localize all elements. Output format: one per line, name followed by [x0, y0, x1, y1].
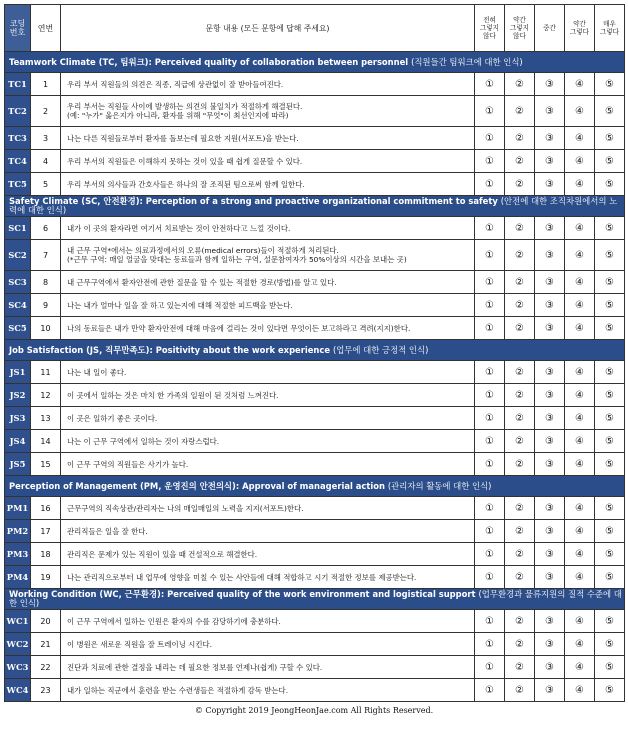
answer-option-3[interactable]: ③ [535, 150, 565, 173]
answer-option-3[interactable]: ③ [535, 407, 565, 430]
answer-option-4[interactable]: ④ [565, 520, 595, 543]
answer-option-2[interactable]: ② [505, 610, 535, 633]
header-option-5: 매우 그렇다 [595, 5, 625, 52]
answer-option-4[interactable]: ④ [565, 96, 595, 127]
answer-option-5[interactable]: ⑤ [595, 271, 625, 294]
answer-option-2[interactable]: ② [505, 150, 535, 173]
answer-option-2[interactable]: ② [505, 240, 535, 271]
answer-option-1[interactable]: ① [475, 127, 505, 150]
item-question: 관리직은 문제가 있는 직원이 있을 때 건설적으로 해결한다. [61, 543, 475, 566]
answer-option-3[interactable]: ③ [535, 73, 565, 96]
answer-option-4[interactable]: ④ [565, 317, 595, 340]
item-number: 9 [31, 294, 61, 317]
header-option-3: 중간 [535, 5, 565, 52]
answer-option-1[interactable]: ① [475, 73, 505, 96]
question-row [5, 497, 625, 520]
item-number: 17 [31, 520, 61, 543]
question-row [5, 656, 625, 679]
answer-option-1[interactable]: ① [475, 656, 505, 679]
item-number: 21 [31, 633, 61, 656]
section-title-ko: (업무환경과 물류지원의 질적 수준에 대한 인식) [9, 589, 622, 608]
answer-option-3[interactable]: ③ [535, 127, 565, 150]
answer-option-2[interactable]: ② [505, 679, 535, 702]
answer-option-2[interactable]: ② [505, 361, 535, 384]
answer-option-5[interactable]: ⑤ [595, 127, 625, 150]
answer-option-1[interactable]: ① [475, 217, 505, 240]
item-number: 18 [31, 543, 61, 566]
question-row [5, 453, 625, 476]
answer-option-4[interactable]: ④ [565, 633, 595, 656]
answer-option-5[interactable]: ⑤ [595, 543, 625, 566]
answer-option-1[interactable]: ① [475, 173, 505, 196]
item-number: 7 [31, 240, 61, 271]
answer-option-1[interactable]: ① [475, 679, 505, 702]
answer-option-5[interactable]: ⑤ [595, 150, 625, 173]
item-question: 근무구역의 직속상관/관리자는 나의 매일매일의 노력을 지지(서포트)한다. [61, 497, 475, 520]
answer-option-5[interactable]: ⑤ [595, 453, 625, 476]
answer-option-5[interactable]: ⑤ [595, 407, 625, 430]
item-code: SC5 [5, 317, 31, 340]
answer-option-4[interactable]: ④ [565, 240, 595, 271]
item-number: 3 [31, 127, 61, 150]
answer-option-1[interactable]: ① [475, 271, 505, 294]
answer-option-1[interactable]: ① [475, 240, 505, 271]
answer-option-5[interactable]: ⑤ [595, 679, 625, 702]
answer-option-1[interactable]: ① [475, 566, 505, 589]
survey-sheet [4, 4, 624, 715]
question-row [5, 566, 625, 589]
answer-option-4[interactable]: ④ [565, 127, 595, 150]
item-code: WC3 [5, 656, 31, 679]
item-code: JS4 [5, 430, 31, 453]
answer-option-4[interactable]: ④ [565, 543, 595, 566]
answer-option-1[interactable]: ① [475, 96, 505, 127]
question-row [5, 407, 625, 430]
header-question: 문항 내용 (모든 문항에 답해 주세요) [61, 5, 475, 52]
item-number: 22 [31, 656, 61, 679]
answer-option-2[interactable]: ② [505, 453, 535, 476]
section-header [5, 476, 625, 497]
answer-option-4[interactable]: ④ [565, 430, 595, 453]
answer-option-2[interactable]: ② [505, 407, 535, 430]
answer-option-2[interactable]: ② [505, 633, 535, 656]
answer-option-4[interactable]: ④ [565, 453, 595, 476]
item-number: 10 [31, 317, 61, 340]
item-code: SC3 [5, 271, 31, 294]
item-question: 이 곳에서 일하는 것은 마치 한 가족의 일원이 된 것처럼 느껴진다. [61, 384, 475, 407]
answer-option-2[interactable]: ② [505, 497, 535, 520]
question-row [5, 384, 625, 407]
item-number: 14 [31, 430, 61, 453]
question-row [5, 361, 625, 384]
section-title: Safety Climate (SC, 안전환경): Perception of a strong and proactive organizational commitment to safety [9, 196, 498, 206]
answer-option-3[interactable]: ③ [535, 633, 565, 656]
question-row [5, 73, 625, 96]
question-row [5, 217, 625, 240]
answer-option-2[interactable]: ② [505, 520, 535, 543]
item-number: 16 [31, 497, 61, 520]
answer-option-1[interactable]: ① [475, 520, 505, 543]
question-row [5, 430, 625, 453]
answer-option-2[interactable]: ② [505, 384, 535, 407]
answer-option-3[interactable]: ③ [535, 453, 565, 476]
answer-option-5[interactable]: ⑤ [595, 240, 625, 271]
answer-option-3[interactable]: ③ [535, 361, 565, 384]
item-number: 23 [31, 679, 61, 702]
answer-option-3[interactable]: ③ [535, 317, 565, 340]
survey-body [5, 52, 625, 702]
answer-option-5[interactable]: ⑤ [595, 497, 625, 520]
item-code: TC2 [5, 96, 31, 127]
item-number: 2 [31, 96, 61, 127]
question-row [5, 294, 625, 317]
answer-option-2[interactable]: ② [505, 317, 535, 340]
answer-option-2[interactable]: ② [505, 430, 535, 453]
item-question: 나는 내 일이 좋다. [61, 361, 475, 384]
section-title-ko: (직원들간 팀워크에 대한 인식) [411, 56, 523, 67]
item-question: 내 근무 구역*에서는 의료과정에서의 오류(medical errors)들이 적절하게 처리된다. (*근무 구역: 매일 얼굴을 맞대는 동료들과 함께 일하는 구역, 설문참여자가 50%이상의 시간을 보내는 곳) [61, 240, 475, 271]
item-code: JS1 [5, 361, 31, 384]
item-number: 19 [31, 566, 61, 589]
answer-option-2[interactable]: ② [505, 73, 535, 96]
item-code: JS3 [5, 407, 31, 430]
item-question: 나는 이 근무 구역에서 일하는 것이 자랑스럽다. [61, 430, 475, 453]
section-header [5, 589, 625, 610]
answer-option-2[interactable]: ② [505, 543, 535, 566]
item-question: 이 병원은 새로운 직원을 잘 트레이닝 시킨다. [61, 633, 475, 656]
section-header [5, 196, 625, 217]
item-code: TC4 [5, 150, 31, 173]
answer-option-1[interactable]: ① [475, 150, 505, 173]
answer-option-5[interactable]: ⑤ [595, 317, 625, 340]
answer-option-4[interactable]: ④ [565, 150, 595, 173]
answer-option-2[interactable]: ② [505, 566, 535, 589]
item-number: 12 [31, 384, 61, 407]
answer-option-4[interactable]: ④ [565, 610, 595, 633]
answer-option-5[interactable]: ⑤ [595, 656, 625, 679]
answer-option-4[interactable]: ④ [565, 656, 595, 679]
answer-option-4[interactable]: ④ [565, 679, 595, 702]
answer-option-5[interactable]: ⑤ [595, 73, 625, 96]
header-option-4: 약간 그렇다 [565, 5, 595, 52]
answer-option-4[interactable]: ④ [565, 73, 595, 96]
item-question: 진단과 치료에 관한 결정을 내리는 데 필요한 정보를 언제나(쉽게) 구할 수 있다. [61, 656, 475, 679]
section-title-ko: (업무에 대한 긍정적 인식) [332, 344, 429, 355]
item-code: SC2 [5, 240, 31, 271]
answer-option-4[interactable]: ④ [565, 384, 595, 407]
answer-option-5[interactable]: ⑤ [595, 96, 625, 127]
question-row [5, 520, 625, 543]
item-code: PM4 [5, 566, 31, 589]
answer-option-5[interactable]: ⑤ [595, 566, 625, 589]
answer-option-3[interactable]: ③ [535, 679, 565, 702]
section-title: Teamwork Climate (TC, 팀워크): Perceived quality of collaboration between personnel [9, 56, 409, 67]
item-question: 우리 부서의 의사들과 간호사들은 하나의 잘 조직된 팀으로써 함께 일한다. [61, 173, 475, 196]
answer-option-4[interactable]: ④ [565, 407, 595, 430]
answer-option-3[interactable]: ③ [535, 497, 565, 520]
item-number: 20 [31, 610, 61, 633]
question-row [5, 150, 625, 173]
answer-option-3[interactable]: ③ [535, 96, 565, 127]
item-question: 이 근무 구역에서 일하는 인원은 환자의 수를 감당하기에 충분하다. [61, 610, 475, 633]
section-header [5, 340, 625, 361]
answer-option-5[interactable]: ⑤ [595, 610, 625, 633]
item-code: SC4 [5, 294, 31, 317]
answer-option-1[interactable]: ① [475, 294, 505, 317]
item-code: PM2 [5, 520, 31, 543]
question-row [5, 679, 625, 702]
answer-option-3[interactable]: ③ [535, 656, 565, 679]
question-row [5, 173, 625, 196]
item-question: 관리직들은 일을 잘 한다. [61, 520, 475, 543]
answer-option-5[interactable]: ⑤ [595, 430, 625, 453]
answer-option-2[interactable]: ② [505, 217, 535, 240]
answer-option-4[interactable]: ④ [565, 497, 595, 520]
item-question: 우리 부서 직원들의 의견은 직종, 직급에 상관없이 잘 받아들여진다. [61, 73, 475, 96]
item-code: SC1 [5, 217, 31, 240]
item-question: 내 근무구역에서 환자안전에 관한 질문을 할 수 있는 적절한 경로(방법)를 알고 있다. [61, 271, 475, 294]
answer-option-4[interactable]: ④ [565, 566, 595, 589]
answer-option-2[interactable]: ② [505, 294, 535, 317]
answer-option-1[interactable]: ① [475, 610, 505, 633]
section-title: Job Satisfaction (JS, 직무만족도): Positivity about the work experience [9, 344, 331, 355]
item-number: 15 [31, 453, 61, 476]
item-question: 이 근무 구역의 직원들은 사기가 높다. [61, 453, 475, 476]
header-row [5, 5, 625, 52]
question-row [5, 240, 625, 271]
survey-table [4, 4, 625, 702]
section-title: Perception of Management (PM, 운영진의 안전의식): Approval of managerial action [9, 480, 385, 491]
answer-option-4[interactable]: ④ [565, 361, 595, 384]
answer-option-4[interactable]: ④ [565, 294, 595, 317]
item-code: TC5 [5, 173, 31, 196]
answer-option-3[interactable]: ③ [535, 566, 565, 589]
header-option-2: 약간 그렇지 않다 [505, 5, 535, 52]
answer-option-4[interactable]: ④ [565, 173, 595, 196]
answer-option-4[interactable]: ④ [565, 217, 595, 240]
answer-option-1[interactable]: ① [475, 430, 505, 453]
item-number: 8 [31, 271, 61, 294]
question-row [5, 543, 625, 566]
item-question: 나는 관리직으로부터 내 업무에 영향을 미칠 수 있는 사안들에 대해 적합하고 시기 적절한 정보를 제공받는다. [61, 566, 475, 589]
item-code: JS2 [5, 384, 31, 407]
answer-option-5[interactable]: ⑤ [595, 173, 625, 196]
question-row [5, 633, 625, 656]
section-title: Working Condition (WC, 근무환경): Perceived quality of the work environment and logistical support [9, 589, 476, 599]
item-question: 우리 부서는 직원들 사이에 발생하는 의견의 불일치가 적절하게 해결된다. (예: "누가" 옳은지가 아니라, 환자를 위해 "무엇"이 최선인지에 따라) [61, 96, 475, 127]
item-question: 나는 다른 직원들로부터 환자를 돌보는데 필요한 지원(서포트)을 받는다. [61, 127, 475, 150]
answer-option-2[interactable]: ② [505, 96, 535, 127]
answer-option-3[interactable]: ③ [535, 543, 565, 566]
question-row [5, 610, 625, 633]
answer-option-2[interactable]: ② [505, 656, 535, 679]
answer-option-4[interactable]: ④ [565, 271, 595, 294]
question-row [5, 317, 625, 340]
answer-option-3[interactable]: ③ [535, 610, 565, 633]
answer-option-2[interactable]: ② [505, 173, 535, 196]
item-question: 나의 동료들은 내가 만약 환자안전에 대해 마음에 걸리는 것이 있다면 무엇이든 보고하라고 격려(지지)한다. [61, 317, 475, 340]
item-code: WC4 [5, 679, 31, 702]
item-question: 이 곳은 일하기 좋은 곳이다. [61, 407, 475, 430]
question-row [5, 271, 625, 294]
item-code: PM1 [5, 497, 31, 520]
answer-option-1[interactable]: ① [475, 407, 505, 430]
answer-option-1[interactable]: ① [475, 497, 505, 520]
item-number: 6 [31, 217, 61, 240]
copyright: © Copyright 2019 JeongHeonJae.com All Rights Reserved. [194, 706, 434, 715]
answer-option-1[interactable]: ① [475, 361, 505, 384]
item-question: 내가 이 곳의 환자라면 여기서 치료받는 것이 안전하다고 느낄 것이다. [61, 217, 475, 240]
answer-option-1[interactable]: ① [475, 453, 505, 476]
item-code: PM3 [5, 543, 31, 566]
answer-option-5[interactable]: ⑤ [595, 633, 625, 656]
section-title-ko: (관리자의 활동에 대한 인식) [387, 480, 492, 491]
answer-option-5[interactable]: ⑤ [595, 361, 625, 384]
answer-option-3[interactable]: ③ [535, 430, 565, 453]
answer-option-2[interactable]: ② [505, 127, 535, 150]
answer-option-5[interactable]: ⑤ [595, 520, 625, 543]
item-code: TC3 [5, 127, 31, 150]
header-num: 연번 [31, 5, 61, 52]
answer-option-3[interactable]: ③ [535, 173, 565, 196]
answer-option-3[interactable]: ③ [535, 217, 565, 240]
item-code: JS5 [5, 453, 31, 476]
answer-option-1[interactable]: ① [475, 384, 505, 407]
question-row [5, 96, 625, 127]
answer-option-3[interactable]: ③ [535, 294, 565, 317]
answer-option-5[interactable]: ⑤ [595, 217, 625, 240]
answer-option-3[interactable]: ③ [535, 384, 565, 407]
answer-option-1[interactable]: ① [475, 543, 505, 566]
item-question: 우리 부서의 직원들은 이해하지 못하는 것이 있을 때 쉽게 질문할 수 있다. [61, 150, 475, 173]
item-number: 13 [31, 407, 61, 430]
item-code: WC2 [5, 633, 31, 656]
answer-option-2[interactable]: ② [505, 271, 535, 294]
item-number: 5 [31, 173, 61, 196]
item-number: 1 [31, 73, 61, 96]
answer-option-1[interactable]: ① [475, 317, 505, 340]
item-code: WC1 [5, 610, 31, 633]
answer-option-5[interactable]: ⑤ [595, 384, 625, 407]
header-option-1: 전혀 그렇지 않다 [475, 5, 505, 52]
question-row [5, 127, 625, 150]
answer-option-3[interactable]: ③ [535, 240, 565, 271]
item-number: 11 [31, 361, 61, 384]
item-code: TC1 [5, 73, 31, 96]
item-number: 4 [31, 150, 61, 173]
section-header [5, 52, 625, 73]
answer-option-3[interactable]: ③ [535, 520, 565, 543]
answer-option-3[interactable]: ③ [535, 271, 565, 294]
item-question: 나는 내가 얼마나 일을 잘 하고 있는지에 대해 적절한 피드백을 받는다. [61, 294, 475, 317]
answer-option-1[interactable]: ① [475, 633, 505, 656]
answer-option-5[interactable]: ⑤ [595, 294, 625, 317]
header-code: 코딩 번호 [5, 5, 31, 52]
section-title-ko: (안전에 대한 조직차원에서의 노력에 대한 인식) [9, 196, 618, 215]
item-question: 내가 일하는 직군에서 훈련을 받는 수련생들은 적절하게 감독 받는다. [61, 679, 475, 702]
